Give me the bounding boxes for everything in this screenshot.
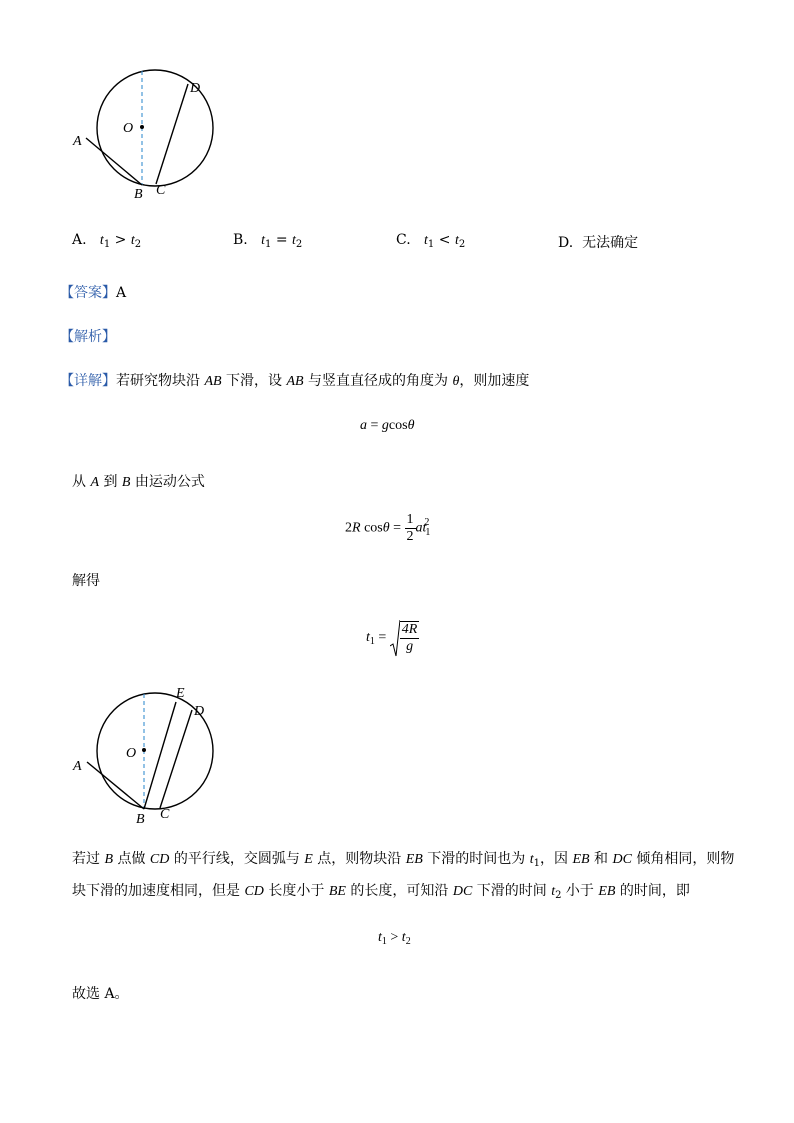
- eq-var: θ: [407, 418, 415, 433]
- text-run: 若研究物块沿: [116, 373, 205, 389]
- chord-dc: [160, 710, 192, 808]
- text-run: 的长度，可知沿: [345, 883, 453, 899]
- eq-var: R: [352, 520, 361, 536]
- option-sub: 2: [295, 239, 303, 250]
- paragraph-solve: [72, 570, 100, 590]
- label-a: A: [73, 134, 82, 149]
- option-sub: 1: [265, 239, 272, 250]
- eq-func: cos: [364, 520, 383, 536]
- conclusion: [72, 983, 129, 1003]
- text-run: 小于: [561, 883, 599, 899]
- text-run: 下滑，设: [221, 373, 287, 389]
- var-cd: CD: [244, 884, 264, 899]
- var-eb: EB: [405, 852, 423, 867]
- option-letter: D.: [558, 235, 574, 251]
- eq-var: at: [415, 520, 427, 536]
- analysis-tag: 【解析】: [60, 329, 116, 345]
- label-o: O: [126, 746, 137, 761]
- frac-num: 1: [406, 512, 414, 527]
- var-theta: θ: [452, 374, 460, 389]
- text-run: ，则加速度: [459, 373, 530, 389]
- var-a: A: [90, 475, 100, 490]
- eq-var: a: [360, 418, 367, 433]
- frac-den: g: [406, 639, 414, 654]
- var-ab: AB: [286, 374, 304, 389]
- option-b: [233, 232, 302, 249]
- label-b: B: [134, 187, 143, 202]
- option-sub: 1: [103, 239, 111, 250]
- paragraph-parallel-line-2: [72, 880, 690, 900]
- text-run: 倾角相同，则物: [631, 851, 735, 867]
- text-run: 若过: [72, 851, 105, 867]
- var-sub: 2: [555, 890, 562, 901]
- var-be: BE: [328, 884, 346, 899]
- text-run: 下滑的时间: [472, 883, 552, 899]
- var-b: B: [121, 475, 131, 490]
- option-d: [558, 232, 638, 252]
- answer-value: A: [116, 285, 127, 301]
- label-b: B: [136, 812, 145, 827]
- eq-sup: 2: [424, 516, 430, 528]
- circle-diagram-1: [70, 60, 240, 210]
- option-sub: 2: [458, 239, 466, 250]
- eq-var: t: [366, 630, 370, 646]
- chord-dc: [156, 84, 188, 184]
- analysis-heading: [60, 326, 116, 346]
- var-t: t: [551, 884, 556, 899]
- label-d: D: [194, 704, 205, 719]
- text-run: 的平行线，交圆弧与: [169, 851, 305, 867]
- chord-ab: [86, 138, 142, 185]
- option-var: t: [261, 233, 265, 248]
- eq-var: t: [401, 930, 406, 945]
- equation-t1: [366, 618, 419, 658]
- chord-ab: [87, 762, 144, 809]
- var-t: t: [529, 852, 534, 867]
- paragraph-motion: [72, 471, 205, 491]
- label-e: E: [176, 686, 185, 701]
- text-run: 点做: [113, 851, 150, 867]
- option-var: t: [99, 233, 104, 248]
- option-var: t: [454, 233, 459, 248]
- eq-sub: 1: [425, 526, 431, 538]
- paragraph-parallel-line: [72, 848, 734, 868]
- text-run: 点，则物块沿: [312, 851, 406, 867]
- answer-tag: 【答案】: [60, 285, 116, 301]
- var-sub: 1: [533, 858, 541, 869]
- option-letter: B.: [233, 232, 248, 248]
- eq-op: =: [389, 520, 405, 536]
- label-d: D: [190, 81, 201, 96]
- frac-den: 2: [406, 529, 414, 544]
- circle-diagram-2: [70, 682, 240, 832]
- sqrt-symbol: [390, 618, 420, 658]
- option-op: <: [438, 232, 451, 248]
- chord-eb: [144, 702, 176, 809]
- var-b: B: [104, 852, 114, 867]
- eq-var: θ: [382, 520, 390, 536]
- var-eb: EB: [598, 884, 616, 899]
- text-run: ，因: [540, 851, 573, 867]
- option-var: t: [292, 233, 296, 248]
- equation-compare: [378, 930, 411, 946]
- center-point: [142, 748, 146, 752]
- option-text: 无法确定: [582, 235, 639, 251]
- option-letter: A.: [72, 232, 87, 248]
- label-a: A: [73, 759, 82, 774]
- eq-sub: 1: [381, 936, 387, 947]
- detail-paragraph: [60, 370, 529, 390]
- text-run: 解得: [72, 573, 100, 589]
- var-dc: DC: [612, 852, 632, 867]
- option-c: [396, 232, 465, 249]
- equation-kinematics: [345, 512, 429, 545]
- option-var: t: [130, 233, 135, 248]
- frac-num: 4R: [401, 622, 418, 637]
- label-c: C: [160, 807, 170, 822]
- text-run: 下滑的时间也为: [422, 851, 530, 867]
- eq-var: g: [381, 418, 389, 433]
- option-op: =: [275, 232, 288, 248]
- label-c: C: [156, 183, 166, 198]
- equation-acceleration: [360, 418, 414, 434]
- fraction-half: [405, 512, 416, 545]
- eq-var: t: [378, 930, 382, 945]
- option-sub: 1: [427, 239, 435, 250]
- eq-op: =: [374, 630, 390, 646]
- text-run: 的时间，即: [615, 883, 690, 899]
- option-sub: 2: [134, 239, 142, 250]
- text-run: 故选 A。: [72, 986, 129, 1002]
- var-cd: CD: [149, 852, 170, 867]
- option-op: >: [114, 232, 127, 248]
- text-run: 块下滑的加速度相同，但是: [72, 883, 245, 899]
- answer-line: [60, 282, 126, 302]
- text-run: 由运动公式: [130, 474, 205, 490]
- var-eb: EB: [572, 852, 590, 867]
- eq-sub: 2: [405, 936, 411, 947]
- option-a: [72, 232, 141, 249]
- option-var: t: [424, 233, 428, 248]
- var-ab: AB: [204, 374, 222, 389]
- eq-op: =: [367, 418, 382, 433]
- center-point: [140, 125, 144, 129]
- var-dc: DC: [452, 884, 473, 899]
- text-run: 到: [99, 474, 122, 490]
- text-run: 与竖直直径成的角度为: [303, 373, 453, 389]
- label-o: O: [123, 121, 134, 136]
- text-run: 长度小于: [263, 883, 329, 899]
- eq-func: cos: [388, 418, 408, 433]
- eq-num: 2: [345, 520, 352, 536]
- eq-op: >: [386, 930, 402, 945]
- eq-sub: 1: [369, 636, 375, 648]
- text-run: 和: [589, 851, 613, 867]
- text-run: 从: [72, 474, 91, 490]
- option-letter: C.: [396, 232, 411, 248]
- var-e: E: [304, 852, 313, 867]
- detail-tag: 【详解】: [60, 373, 116, 389]
